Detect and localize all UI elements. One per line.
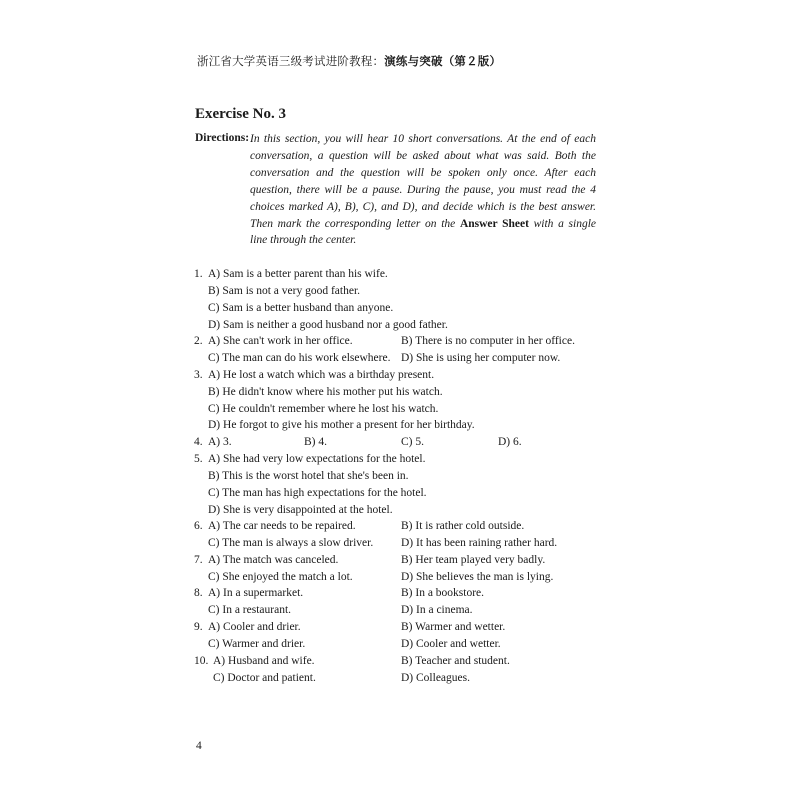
q1-choice-c: C) Sam is a better husband than anyone. — [208, 302, 394, 314]
q4-choice-b: B) 4. — [304, 436, 327, 448]
q1-choice-d: D) Sam is neither a good husband nor a good father. — [208, 319, 448, 331]
q1-choice-b: B) Sam is not a very good father. — [208, 285, 361, 297]
q4-choice-d: D) 6. — [498, 436, 522, 448]
question-number: 9. — [194, 621, 203, 633]
q6-choice-a: A) The car needs to be repaired. — [208, 520, 356, 532]
question-number: 7. — [194, 554, 203, 566]
q4-choice-c: C) 5. — [401, 436, 424, 448]
q2-choice-b: B) There is no computer in her office. — [401, 335, 575, 347]
q10-choice-b: B) Teacher and student. — [401, 655, 510, 667]
question-number: 5. — [194, 453, 203, 465]
q9-choice-d: D) Cooler and wetter. — [401, 638, 501, 650]
q4-choice-a: A) 3. — [208, 436, 232, 448]
q3-choice-a: A) He lost a watch which was a birthday present. — [208, 369, 435, 381]
q2-choice-a: A) She can't work in her office. — [208, 335, 353, 347]
q9-choice-a: A) Cooler and drier. — [208, 621, 301, 633]
q7-choice-b: B) Her team played very badly. — [401, 554, 546, 566]
q8-choice-d: D) In a cinema. — [401, 604, 473, 616]
q6-choice-b: B) It is rather cold outside. — [401, 520, 525, 532]
running-header — [197, 53, 501, 69]
q5-choice-c: C) The man has high expectations for the hotel. — [208, 487, 427, 499]
directions-text — [250, 131, 596, 249]
q10-choice-a: A) Husband and wife. — [213, 655, 315, 667]
q1-choice-a: A) Sam is a better parent than his wife. — [208, 268, 388, 280]
question-number: 3. — [194, 369, 203, 381]
question-number: 6. — [194, 520, 203, 532]
q7-choice-a: A) The match was canceled. — [208, 554, 339, 566]
q2-choice-d: D) She is using her computer now. — [401, 352, 561, 364]
q5-choice-d: D) She is very disappointed at the hotel. — [208, 504, 393, 516]
q6-choice-c: C) The man is always a slow driver. — [208, 537, 374, 549]
q7-choice-c: C) She enjoyed the match a lot. — [208, 571, 353, 583]
page-number: 4 — [196, 740, 202, 752]
q5-choice-a: A) She had very low expectations for the hotel. — [208, 453, 426, 465]
q9-choice-c: C) Warmer and drier. — [208, 638, 306, 650]
directions-label: Directions: — [195, 132, 250, 144]
directions-text-after: with a single line through the center. — [250, 217, 597, 247]
question-number: 1. — [194, 268, 203, 280]
q6-choice-d: D) It has been raining rather hard. — [401, 537, 558, 549]
answer-sheet-phrase: Answer Sheet — [459, 217, 529, 230]
exercise-title: Exercise No. 3 — [195, 106, 286, 122]
q8-choice-b: B) In a bookstore. — [401, 587, 485, 599]
q10-choice-d: D) Colleagues. — [401, 672, 470, 684]
running-header-bold: 演练与突破（第２版） — [384, 54, 502, 68]
q5-choice-b: B) This is the worst hotel that she's been in. — [208, 470, 409, 482]
q7-choice-d: D) She believes the man is lying. — [401, 571, 554, 583]
running-header-prefix: 浙江省大学英语三级考试进阶教程： — [197, 54, 385, 68]
q10-choice-c: C) Doctor and patient. — [213, 672, 316, 684]
q9-choice-b: B) Warmer and wetter. — [401, 621, 506, 633]
directions-text-before: In this section, you will hear 10 short conversations. At the end of each conversation, a question will be asked about what was said. Both the conversation and the question will be spoken only once. After each question, there will be a pause. During the pause, you must read the 4 choices marked A), B), C), and D), and decide which is the best answer. Then mark the corresponding letter on the — [250, 133, 596, 230]
question-number: 10. — [194, 655, 209, 667]
question-number: 2. — [194, 335, 203, 347]
question-number: 8. — [194, 587, 203, 599]
question-number: 4. — [194, 436, 203, 448]
q3-choice-b: B) He didn't know where his mother put his watch. — [208, 386, 443, 398]
q8-choice-c: C) In a restaurant. — [208, 604, 292, 616]
q8-choice-a: A) In a supermarket. — [208, 587, 304, 599]
q3-choice-d: D) He forgot to give his mother a present for her birthday. — [208, 419, 475, 431]
q2-choice-c: C) The man can do his work elsewhere. — [208, 352, 391, 364]
q3-choice-c: C) He couldn't remember where he lost his watch. — [208, 403, 439, 415]
